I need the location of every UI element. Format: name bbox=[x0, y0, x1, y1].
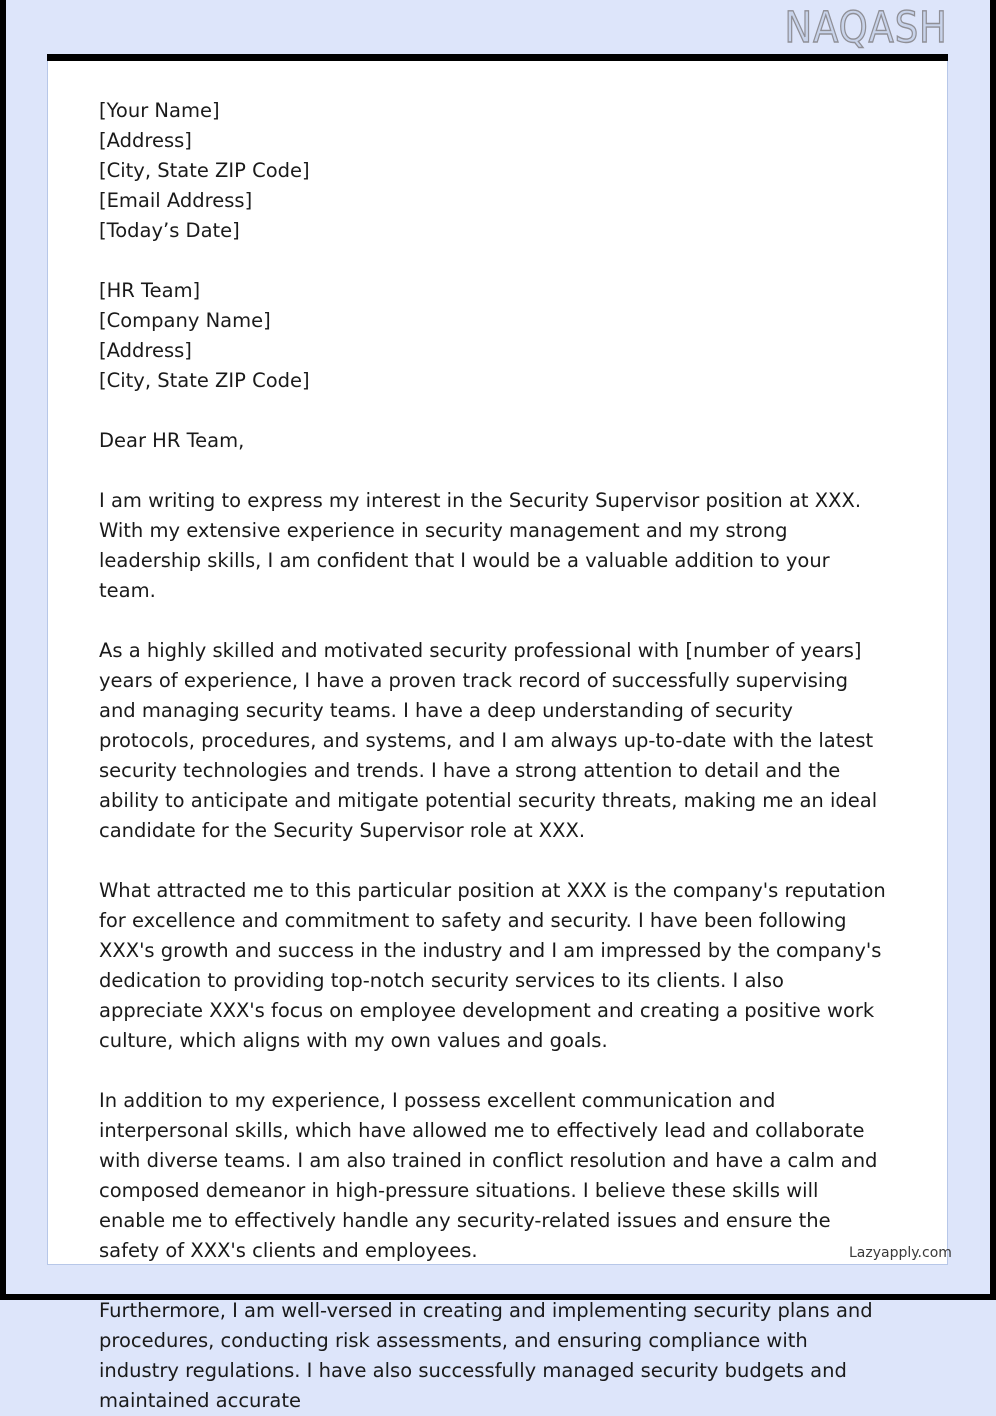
sender-address-block bbox=[99, 96, 889, 246]
letter-paragraph: As a highly skilled and motivated security professional with [number of years] years of experience, I have a proven track record of successfully supervising and managing security teams. I have a deep understanding of security protocols, procedures, and systems, and I am always up-to-date with the latest security technologies and trends. I have a strong attention to detail and the ability to anticipate and mitigate potential security threats, making me an ideal candidate for the Security Supervisor role at XXX. bbox=[99, 639, 878, 842]
spacer bbox=[99, 396, 889, 426]
spacer bbox=[99, 1056, 889, 1086]
recipient-line: [City, State ZIP Code] bbox=[99, 369, 310, 392]
cover-letter-body bbox=[99, 96, 889, 1416]
sender-line: [Today’s Date] bbox=[99, 219, 240, 242]
document-header-band bbox=[0, 0, 996, 54]
salutation: Dear HR Team, bbox=[99, 429, 245, 452]
sender-line: [Address] bbox=[99, 129, 192, 152]
letter-paragraph: What attracted me to this particular position at XXX is the company's reputation for excellence and commitment to safety and security. I have been following XXX's growth and success in the industry and I am impressed by the company's dedication to providing top-notch security services to its clients. I also appreciate XXX's focus on employee development and creating a positive work culture, which aligns with my own values and goals. bbox=[99, 879, 886, 1052]
spacer bbox=[99, 1266, 889, 1296]
recipient-line: [Address] bbox=[99, 339, 192, 362]
spacer bbox=[99, 606, 889, 636]
recipient-address-block bbox=[99, 276, 889, 396]
recipient-line: [HR Team] bbox=[99, 279, 201, 302]
spacer bbox=[99, 456, 889, 486]
sender-line: [Email Address] bbox=[99, 189, 253, 212]
spacer bbox=[99, 846, 889, 876]
header-divider-rule bbox=[47, 54, 948, 61]
letter-paragraph: I am writing to express my interest in the Security Supervisor position at XXX. With my extensive experience in security management and my strong leadership skills, I am confident that I would be a valuable addition to your team. bbox=[99, 489, 862, 602]
spacer bbox=[99, 246, 889, 276]
letter-paragraph: In addition to my experience, I possess excellent communication and interpersonal skills, which have allowed me to effectively lead and collaborate with diverse teams. I am also trained in conflict resolution and have a calm and composed demeanor in high-pressure situations. I believe these skills will enable me to effectively handle any security-related issues and ensure the safety of XXX's clients and employees. bbox=[99, 1089, 878, 1262]
sender-line: [City, State ZIP Code] bbox=[99, 159, 310, 182]
brand-logo: NAQASH bbox=[784, 3, 948, 53]
sender-line: [Your Name] bbox=[99, 99, 220, 122]
letter-paragraph-truncated: Furthermore, I am well-versed in creating and implementing security plans and procedures, conducting risk assessments, and ensuring compliance with industry regulations. I have also successfully managed security budgets and maintained accurate bbox=[99, 1299, 873, 1412]
recipient-line: [Company Name] bbox=[99, 309, 271, 332]
lazyapply-watermark: Lazyapply.com bbox=[849, 1245, 952, 1261]
